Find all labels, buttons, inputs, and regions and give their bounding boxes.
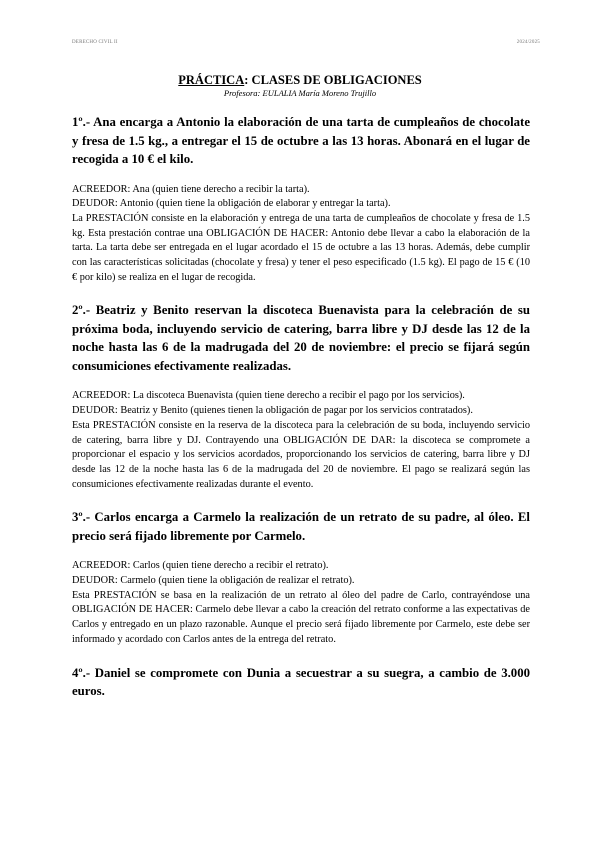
case-2-acreedor: ACREEDOR: La discoteca Buenavista (quien tiene derecho a recibir el pago por los servicios). (72, 390, 465, 402)
professor-line: Profesora: EULALIA María Moreno Trujillo (223, 88, 377, 98)
case-3-acreedor: ACREEDOR: Carlos (quien tiene derecho a recibir el retrato). (72, 560, 329, 572)
case-3-analysis: Esta PRESTACIÓN se basa en la realización de un retrato al óleo del padre de Carlo, contrayéndose una OBLIGACIÓN DE HACER: Carmelo debe llevar a cabo la creación del retrato conforme a las expectativas de Carlos y entregado en un plazo razonable. Aunque el precio será fijado libremente por Carmelo, este debe ser informado y acordado con Carlos antes de la entrega del retrato. (72, 589, 530, 645)
case-3-statement: 3º.- Carlos encarga a Carmelo la realización de un retrato de su padre, al óleo. El precio será fijado libremente por Carmelo. (72, 510, 530, 543)
case-2-deudor: DEUDOR: Beatriz y Benito (quienes tienen la obligación de pagar por los servicios contratados). (72, 405, 473, 417)
case-2-statement: 2º.- Beatriz y Benito reservan la discoteca Buenavista para la celebración de su próxima boda, incluyendo servicio de catering, barra libre y DJ desde las 12 de la noche hasta las 6 de la madrugada del 20 de noviembre: el precio se fijará según consumiciones efectivamente realizadas. (72, 303, 530, 373)
case-4-statement: 4º.- Daniel se compromete con Dunia a secuestrar a su suegra, a cambio de 3.000 euros. (72, 665, 530, 699)
case-1-deudor: DEUDOR: Antonio (quien tiene la obligación de elaborar y entregar la tarta). (72, 198, 391, 210)
page-title (0, 73, 600, 88)
case-3-deudor: DEUDOR: Carmelo (quien tiene la obligación de realizar el retrato). (72, 575, 355, 587)
case-1-acreedor: ACREEDOR: Ana (quien tiene derecho a recibir la tarta). (72, 183, 310, 195)
header-course: DERECHO CIVIL II (72, 40, 118, 45)
case-2-analysis: Esta PRESTACIÓN consiste en la reserva de la discoteca para la celebración de su boda, incluyendo servicio de catering, barra libre y DJ. Contrayendo una OBLIGACIÓN DE DAR: la discoteca se compromete a proporcionar el espacio y los servicios acordados, proporcionando los servicios de catering, barra libre y DJ desde las 12 de la noche hasta las 6 de la madrugada del 20 de noviembre. El pago se realizará según las consumiciones efectivamente realizadas durante el evento. (72, 419, 530, 490)
header-year: 2024/2025 (516, 40, 540, 45)
document-body (72, 113, 530, 701)
title-suffix: : CLASES DE OBLIGACIONES (244, 73, 422, 87)
case-1-statement: 1º.- Ana encarga a Antonio la elaboración de una tarta de cumpleaños de chocolate y fresa de 1.5 kg., a entregar el 15 de octubre a las 13 horas. Abonará en el lugar de recogida a 10 € el kilo. (72, 115, 530, 166)
title-prefix: PRÁCTICA (178, 73, 245, 87)
case-1-analysis: La PRESTACIÓN consiste en la elaboración y entrega de una tarta de cumpleaños de chocolate y fresa de 1.5 kg. Esta prestación contrae una OBLIGACIÓN DE HACER: Antonio debe llevar a cabo la elaboración de la tarta. La tarta debe ser entregada en el lugar acordado el 15 de octubre a las 13 horas. Además, debe cumplir con las características solicitadas (chocolate y fresa) y tener el peso especificado (1.5 kg). El pago de 15 € (10 € por kilo) se realiza en el lugar de recogida. (72, 212, 530, 283)
